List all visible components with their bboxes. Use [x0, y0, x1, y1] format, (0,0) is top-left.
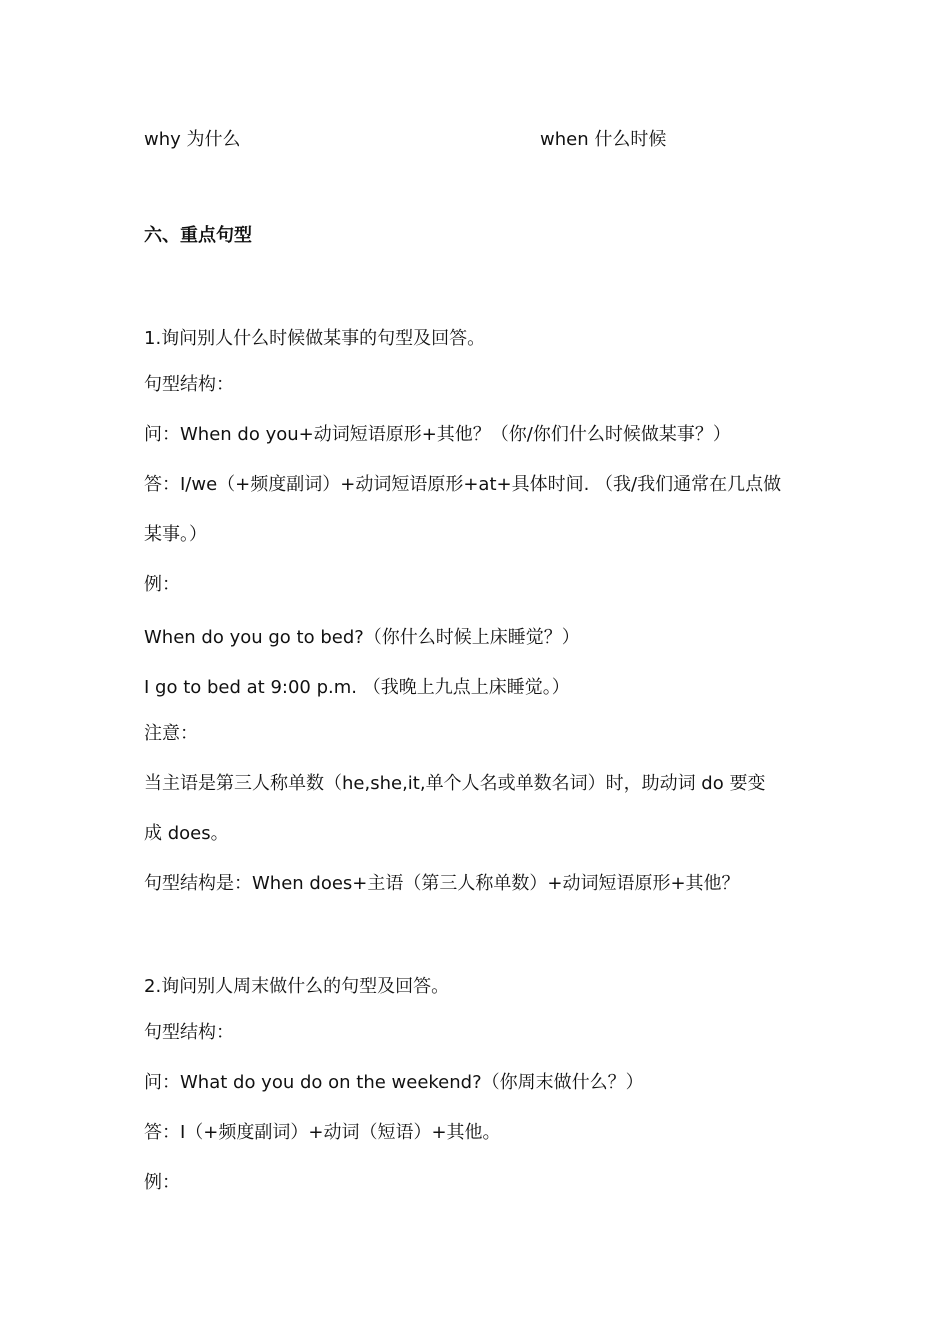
section-title: 六、重点句型	[144, 225, 252, 246]
pattern-2-example-label: 例：	[144, 1172, 180, 1193]
pattern-1-structure-label: 句型结构：	[144, 374, 234, 395]
vocab-why: why 为什么	[144, 129, 241, 150]
pattern-1-note-structure: 句型结构是：When does+主语（第三人称单数）+动词短语原形+其他？	[144, 873, 740, 894]
pattern-1-question: 问：When do you+动词短语原形+其他？（你/你们什么时候做某事？）	[144, 424, 731, 445]
pattern-1-note-label: 注意：	[144, 723, 198, 744]
pattern-2-answer: 答：I（+频度副词）+动词（短语）+其他。	[144, 1122, 501, 1143]
pattern-2-question: 问：What do you do on the weekend?（你周末做什么？）	[144, 1072, 644, 1093]
vocab-when: when 什么时候	[540, 129, 667, 150]
pattern-1-example-label: 例：	[144, 574, 180, 595]
pattern-1-note-line-2: 成 does。	[144, 823, 229, 844]
pattern-2-structure-label: 句型结构：	[144, 1022, 234, 1043]
pattern-1-answer-line-1: 答：I/we（+频度副词）+动词短语原形+at+具体时间. （我/我们通常在几点做	[144, 474, 782, 495]
pattern-2-heading: 2.询问别人周末做什么的句型及回答。	[144, 976, 450, 997]
pattern-1-example-question: When do you go to bed?（你什么时候上床睡觉？）	[144, 627, 580, 648]
pattern-1-answer-line-2: 某事。）	[144, 524, 207, 545]
pattern-1-example-answer: I go to bed at 9:00 p.m. （我晚上九点上床睡觉。）	[144, 677, 570, 698]
pattern-1-note-line-1: 当主语是第三人称单数（he,she,it,单个人名或单数名词）时，助动词 do 要变	[144, 773, 766, 794]
pattern-1-heading: 1.询问别人什么时候做某事的句型及回答。	[144, 328, 486, 349]
